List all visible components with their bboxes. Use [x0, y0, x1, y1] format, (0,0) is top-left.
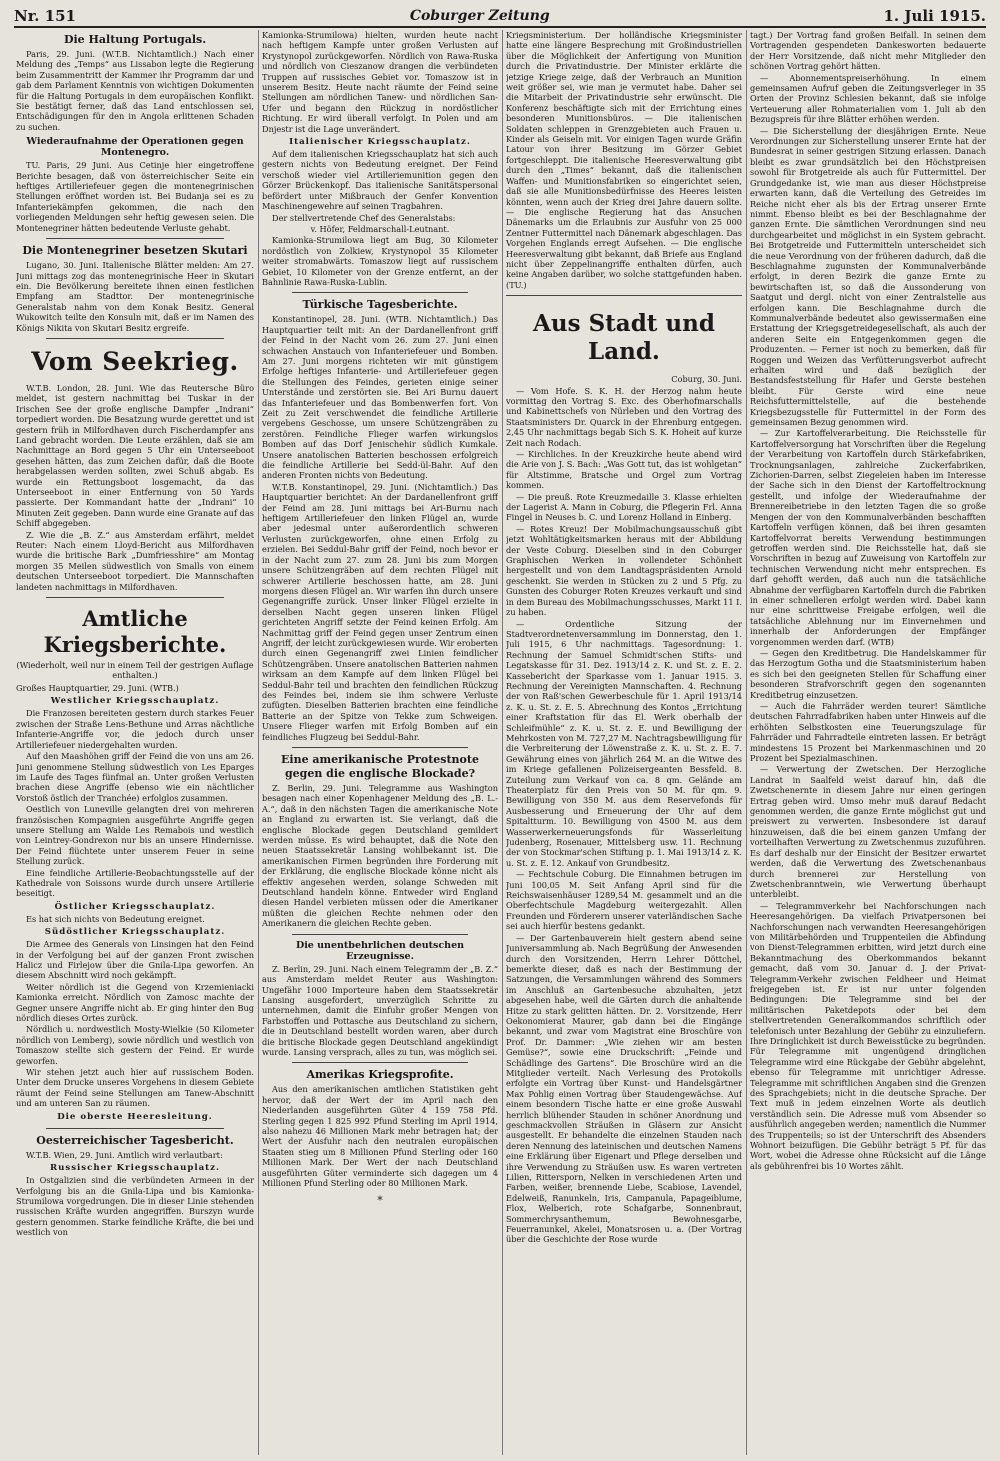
report-west-4: Eine feindliche Artillerie-Beobachtungsstelle auf der Kathedrale von Soissons wurde durch unsere Artillerie beseitigt.: [16, 867, 254, 899]
note-repeated: (Wiederholt, weil nur in einem Teil der gestrigen Auflage enthalten.): [16, 660, 254, 681]
item-abonnement: — Abonnementspreiserhöhung. In einem gemeinsamen Aufruf geben die Zeitungsverleger in 35 Orten der Provinz Schlesien bekannt, daß sie infolge Verteuerung aller Rohmaterialien vom 1. Juli ab den Bezugspreis für ihre Blätter erhöhen werden.: [750, 72, 986, 125]
headline-seekrieg: Vom Seekrieg.: [31, 346, 239, 376]
divider: [292, 1062, 468, 1063]
headline-stadt-und-land: Aus Stadt und Land.: [533, 310, 715, 366]
dateline-wien: W.T.B. Wien, 29. Juni. Amtlich wird verlautbart:: [26, 1149, 223, 1160]
item-kirchliches: — Kirchliches. In der Kreuzkirche heute abend wird die Arie von J. S. Bach: „Was Gott tut, das ist wohlgetan“ für Altstimme, Bratsche und Orgel zum Vortrag kommen.: [506, 449, 742, 491]
divider: [292, 747, 468, 748]
report-southeast-2: Weiter nördlich ist die Gegend von Krzemieniacki Kamionka erreicht. Nördlich von Zamosc machte der Gegner unsere Angriffe nicht ab. Er ging hinter den Bug nördlich dieses Ortes zurück.: [16, 981, 254, 1024]
dateline-hauptquartier: Großes Hauptquartier, 29. Juni. (WTB.): [16, 683, 179, 694]
report-konstantinopel-29: W.T.B. Konstantinopel, 29. Juni. (Nichtamtlich.) Das Hauptquartier berichtet: An der Dardanellenfront griff der Feind am 28. Juni mittags bei Ari-Burnu nach heftigem Artilleriefeuer den linken Flügel an, wurde aber jedesmal unter außerordentlich schweren Verlusten zurückgeworfen, ohne einen Erfolg zu erzielen. Bei Seddul-Bahr griff der Feind, noch bevor er in der Nacht zum 27. zum 28. Juni bis zum Morgen unsere Schützengräben auf dem rechten Flügel mit schwerer Artillerie beschossen hatte, am 28. Juni morgens diesen Flügel an. Wir warfen ihn durch unsere Gegenangriffe zurück. Unser linker Flügel erzielte in derselben Nacht gegen unseren linken Flügel gerichteten Angriff setzte der Feind keinen Erfolg. Am Nachmittag griff der Feind gegen unser Zentrum einen Angriff, der leicht zurückgewiesen wurde. Wir eroberten durch einen Gegenangriff zwei Linien feindlicher Schützengräben. Unsere anatolischen Batterien nahmen wirksam an dem Kampfe auf dem linken Flügel bei Seddul-Bahr teil und brachten den feindlichen Rückzug des Feindes bei, indem sie ihm schwere Verluste zufügten. Dieselben Batterien brachten eine feindliche Batterie an der Spitze von Tekke zum Schweigen. Unsere Flieger warfen mit Erfolg Bomben auf ein feindliches Flugzeug bei Seddul-Bahr.: [262, 481, 498, 742]
column-divider: [746, 30, 747, 1455]
article-montenegro-operations: TU. Paris, 29 Juni. Aus Cetinje hier eingetroffene Berichte besagen, daß von österreichischer Seite ein heftiges Artilleriefeuer gegen die montenegrinischen Stellungen eröffnet worden ist. Bei Budanja sei es zu Infanteriekämpfen gekommen, die nach den vorliegenden Meldungen sehr heftig gewesen seien. Die Montenegriner hätten bedeutende Verluste gehabt.: [16, 160, 254, 233]
article-seekrieg-dumfriesshire: Z. Wie die „B. Z.“ aus Amsterdam erfährt, meldet Reuter: Nach einem Lloyd-Bericht aus Milfordhaven wurde die britische Bark „Dumfriesshire“ am Montag morgen 35 Meilen südwestlich von Smalls von einem deutschen Unterseeboot torpediert. Die Mannschaften landeten nachmittags in Milfordhaven.: [16, 529, 254, 592]
signature-line-2: v. Höfer, Feldmarschall-Leutnant.: [310, 223, 450, 234]
report-southeast-3: Nördlich u. nordwestlich Mosty-Wielkie (50 Kilometer nördlich von Lemberg), sowie nördlich und westlich von Tomaszow stellte sich gestern der Feind. Er wurde geworfen.: [16, 1024, 254, 1066]
signature-ohl: Die oberste Heeresleitung.: [57, 1111, 213, 1122]
headline-german-products: Die unentbehrlichen deutschen Erzeugnisse.: [295, 939, 465, 962]
divider: [506, 295, 742, 296]
item-fechtschule: — Fechtschule Coburg. Die Einnahmen betrugen im Juni 100,05 M. Seit Anfang April sind für die Reichswaisenhäuser 1289,54 M. gesammelt und an die Oberfechtschule Magdeburg weitergezahlt. Allen Freunden und Förderern unserer vaterländischen Sache sei auch hierfür bestens gedankt.: [506, 869, 742, 932]
divider: [292, 292, 468, 293]
item-gartenbauverein: — Der Gartenbauverein hielt gestern abend seine Juniversammlung ab. Nach Begrüßung der Anwesenden durch den Vorsitzenden, Herrn Lehrer Döttchel, bemerkte dieser, daß es nach der Bestimmung der Satzungen, die Versammlungen während des Sommers im Anschluß an Gartenbesuche abzuhalten, jetzt abgesehen habe, weil die Gärten durch die anhaltende Hitze zu stark gelitten hätten. Dr. 2. Vorsitzende, Herr Oekonomierat Maurer, gab dann bei die Eingänge bekannt, und zwar vom Magistrat eine Broschüre von Prof. Dr. Dammer: „Wie ziehen wir am besten Gemüse?“, sowie eine Druckschrift: „Feinde und Schädlinge des Gartens“. Die Broschüre wird an die Mitglieder verteilt. Nach Verlesung des Protokolls erfolgte ein Vortrag über Kunst- und Handelsgärtner Max Pohlig einen Vortrag über Staudengewächse. Auf einem besondern Tische hatte er eine große Auswahl herrlich blühender Stauden in schöner Anordnung und geschmackvollen Sträußen in Gläsern zur Ansicht ausgestellt. Er behandelte die einzelnen Stauden nach deren Nennung des lateinischen und deutschen Namens eine Erklärung über Eigenart und Pflege derselben und ihre Verwendung zu Sträußen usw. Es waren vertreten Lilien, Rittersporn, Nelken in verschiedenen Arten und Farben, weißer, brennende Liebe, Scabiose, Lavendel, Edelweiß, Ranunkeln, Iris, Campanula, Papageiblume, Flox, Welberich, rote Schafgarbe, Sonnenbraut, Sommerchrysanthemum, Bewohnesgarbe, Feuerranunkel, Akelei, Monatsrosen u. a. (Der Vortrag über die Geschichte der Rose wurde: [506, 932, 742, 1245]
headline-amtliche-kriegsberichte: Amtliche Kriegsberichte.: [43, 606, 227, 658]
subhead-italian-front: Italienischer Kriegsschauplatz.: [289, 137, 471, 148]
column-divider: [502, 30, 503, 1455]
headline-austrian-report: Oesterreichischer Tagesbericht.: [36, 1133, 234, 1147]
column-3: [506, 30, 742, 1455]
item-kreuzmedaille: — Die preuß. Rote Kreuzmedaille 3. Klasse erhielten der Lagerist A. Mann in Coburg, die Pflegerin Frl. Anna Fingel in Neuses b. C. und Lorenz Holland in Einberg.: [506, 491, 742, 523]
report-konstantinopel-28: Konstantinopel, 28. Juni. (WTB. Nichtamtlich.) Das Hauptquartier teilt mit: An der Dardanellenfront griff der Feind in der Nacht vom 26. zum 27. Juni einen schwachen Anstauch von Infanteriefeuer und Bomben. Am 27. Juni morgens richteten wir mit günstigem Erfolge heftiges Infanterie- und Artilleriefeuer gegen die Stellungen des Feindes, gerieten einige seiner Unterstände und zerstörten sie. Bei Ari Burnu dauert das Infanteriefeuer und das Bombenwerfen fort. Von Zeit zu Zeit verschwendet die feindliche Artillerie vergebens Geschosse, um unsere Schützengräben zu zerstören. Feindliche Flieger warfen wirkungslos Bomben auf das Dorf Jenischehir südlich Kumkale. Unsere anatolischen Batterien beschossen erfolgreich die feindliche Artillerie bei Sedd-ül-Bahr. Auf den anderen Fronten nichts von Bedeutung.: [262, 314, 498, 481]
item-gartenbau-continued: tagt.) Der Vortrag fand großen Beifall. In seinen dem Vortragenden gespendeten Dankesworten bedauerte der Herr Vorsitzende, daß nicht mehr Mitglieder den schönen Vortrag gehört hätten.: [750, 30, 986, 72]
article-skutari: Lugano, 30. Juni. Italienische Blätter melden: Am 27. Juni mittags zog das montenegrinische Heer in Skutari ein. Die Bevölkerung bereitete ihnen einen festlichen Empfang am Stadttor. Der montenegrinische Generalstab nahm von dem Konak Besitz. General Wukowitch teilte den Konsuln mit, daß er im Namen des Königs Nikita von Skutari Besitz ergreife.: [16, 260, 254, 333]
divider: [292, 934, 468, 935]
divider: [46, 1128, 224, 1129]
subhead-western-front: Westlicher Kriegsschauplatz.: [50, 696, 220, 707]
report-southeast-4: Wir stehen jetzt auch hier auf russischem Boden. Unter dem Drucke unseres Vorgehens in diesem Gebiete räumt der Feind seine Stellungen am Tanew-Abschnitt und am unteren San zu räumen.: [16, 1067, 254, 1109]
note-kamionka: Kamionka-Strumilowa liegt am Bug, 30 Kilometer nordöstlich von Zolkiew, Krystynopol 35 Kilometer weiter stromabwärts. Tomaszow liegt auf russischem Gebiet, 10 Kilometer von der Grenze entfernt, an der Bahnlinie Rawa-Ruska-Lublin.: [262, 235, 498, 287]
item-telegramm: — Telegrammverkehr bei Nachforschungen nach Heeresangehörigen. Da vielfach Privatpersonen bei Nachforschungen nach verwandten Heeresangehörigen von Militärbehörden und Truppenteilen die Abfindung von Dienst-Telegrammen erbitten, wird jetzt durch eine Bekanntmachung des Oberkommandos bekannt gemacht, daß vom 30. Januar d. J. der Privat-Telegramm-Verkehr zwischen Feldheer und Heimat freigegeben ist. Er ist nur unter folgenden Bedingungen: Die Telegramme sind bei der militärischen Paketdepots oder bei dem stellvertretenden Generalkommandos schriftlich oder telefonisch unter Bezahlung der Gebühr zu einzuliefern. Ihre Dringlichkeit ist durch Beweisstücke zu begründen. Für Telegramme mit ungenügend dringlichen Telegramme wird eine Rückgabe der Gebühr abgelehnt, ebenso für Telegramme mit unrichtiger Adresse. Telegramme mit schriftlichen Angaben sind die Grenzen des Sprachgebiets; nicht in die deutsche Sprache. Der Text muß in jedem einzelnen Worte als deutlich verständlich sein. Die Adresse muß vom Absender so ausführlich angegeben werden; namentlich die Nummer des Truppenteils; so ist der Unterschrift des Absenders Wohnort beizufügen. Die Gebühr beträgt 5 Pf. für das Wort, wobei die Adresse ohne Rücksicht auf die Länge als gebührenfrei bis 10 Wortes zählt.: [750, 900, 986, 1171]
article-munitions-continued: Kriegsministerium. Der holländische Kriegsminister hatte eine längere Besprechung mit Großindustriellen über die Möglichkeit der Anfertigung von Munition durch die Privatindustrie. Der Minister erklärte die jetzige Kriege zeige, daß der Verbrauch an Munition weit größer sei, wie man je vermutet habe. Daher sei die Mitarbeit der Privatindustrie sehr erwünscht. Die Konferenz beschäftigte sich mit der Errichtung eines besonderen Munitionsbüros. — Die italienischen Soldaten schleppen in Grenzgebieten auch Frauen u. Kinder als Geiseln mit. Vor einigen Tagen wurde Gräfin Latour von ihrer Besitzung im Görzer Gebiet fortgeschleppt. Die italienische Heeresverwaltung gibt durch den „Times“ bekannt, daß die italienischen Waffen- und Munitionsfabriken so eingerichtet seien, daß sie alle Munitionsbedürfnisse des Heeres leisten könnten, wenn auch der Krieg drei Jahre dauern sollte. — Die englische Regierung hat das Ansuchen Dänemarks um die Erlaubnis zur Ausfuhr von 25 000 Zentner Futtermittel nach Dänemark abgeschlagen. Das Vorgehen Englands erregt Aufsehen. — Die englische Heeresverwaltung gibt bekannt, daß Briefe aus England nicht über Zeppelinangriffe enthalten dürfen, auch keine Angaben darüber, wo solche stattgefunden haben. (TU.): [506, 30, 742, 290]
report-russian-continued: Kamionka-Strumilowa) hielten, wurden heute nacht nach heftigem Kampfe unter großen Verlusten auf Krystynopol zurückgeworfen. Nördlich von Rawa-Ruska und nördlich von Cieszanow drangen die verbündeten Truppen auf russisches Gebiet vor. Tomaszow ist in unserem Besitz. Heute nacht räumte der Feind seine Stellungen am nördlichen Tanew- und nördlichen San-Ufer und begann den Rückzug in nordöstlicher Richtung. Er wird überall verfolgt. In Polen und am Dnjestr ist die Lage unverändert.: [262, 30, 498, 134]
report-west-2: Auf den Maashöhen griff der Feind die von uns am 26. Juni genommene Stellung südwestlich von Les Eparges im Laufe des Tages fünfmal an. Unter großen Verlusten brachen diese Angriffe (ebenso wie ein nächtlicher Vorstoß östlich der Tranchée) erfolglos zusammen.: [16, 751, 254, 803]
column-2: [262, 30, 498, 1455]
divider: [46, 338, 224, 339]
end-star: *: [377, 1194, 383, 1208]
report-italian: Auf dem italienischen Kriegsschauplatz hat sich auch gestern nichts von Bedeutung ereignet. Der Feind verschoß wieder viel Artilleriemunition gegen den Görzer Brückenkopf. Das italienische Sanitätspersonal befördert unter Mißbrauch der Genfer Konvention Maschinengewehre auf seinen Tragbahren.: [262, 149, 498, 212]
dateline-coburg: Coburg, 30. Juni.: [671, 374, 742, 385]
column-1: [16, 30, 254, 1455]
subhead-eastern-front: Östlicher Kriegsschauplatz.: [54, 901, 216, 912]
item-stadtverordneten: — Ordentliche Sitzung der Stadtverordnetenversammlung im Donnerstag, den 1. Juli 1915, 6 Uhr nachmittags. Tagesordnung: 1. Rechnung der Samuel Schmidt'schen Stifts- und Legatskasse für 31. Dez. 1913/14 z. K. und St. z. E. 2. Kassebericht der Sparkasse vom 1. Januar 1915. 3. Rechnung der Vereinigten Mannschaften. 4. Rechnung der von Raß'schen Gewerbeschule für 1. April 1913/14 z. K. u. St. z. E. 5. Abrechnung des Kontos „Errichtung einer Kraftstation für das El. Werk oberhalb der Schleifmühle“ z. K. u. St. z. E. und Bewilligung der Mehrkosten von M. 727,27 M. Nachtragsbewilligung für die Verbreiterung der Löwenstraße z. K. u. St. z. E. 7. Gewährung eines von jährlich 264 M. an die Witwe des im Kriege gefallenen Polizeisergeanten Bessfeld. 8. Zuteilung zum Verkauf von ca. 8 qm. Gelände am Theaterplatz für den Preis von 50 M. für qm. 9. Bewilligung von 350 M. aus dem Reservefonds für Ausbesserung und Erneuerung der Uhr auf dem Spitaltturm. 10. Bewilligung von 4500 M. aus dem Wasserwerkerneuerungsfonds für Wasserleitung Judenberg, Rosenauer, Mittelsberg usw. 11. Rechnung der von Stockmar'schen Stiftung p. 1. Mai 1913/14 z. K. u. St. z. E. 12. Ankauf von Grundbesitz.: [506, 618, 742, 868]
headline-skutari: Die Montenegriner besetzen Skutari: [22, 244, 248, 258]
item-vom-hofe: — Vom Hofe. S. K. H. der Herzog nahm heute vormittag den Vortrag S. Exc. des Oberhofmarschalls und Kabinettschefs von Nürleben und den Vortrag des Staatsministers Dr. Quarck in der Ehrenburg entgegen. 2,45 Uhr nachmittags begab Sich S. K. Hoheit auf kurze Zeit nach Rodach.: [506, 385, 742, 448]
report-southeast-1: Die Armee des Generals von Linsingen hat den Feind in der Verfolgung bei auf der ganzen Front zwischen Halicz und Firlejow über die Gnila-Lipa geworfen. An diesem Abschnitt wird noch gekämpft.: [16, 939, 254, 981]
report-west-1: Die Franzosen bereiteten gestern durch starkes Feuer zwischen der Straße Lens-Bethune und Arras nächtliche Infanterie-Angriffe vor, die jedoch durch unser Artilleriefeuer niedergehalten wurden.: [16, 708, 254, 750]
item-fahrraeder: — Auch die Fahrräder werden teurer! Sämtliche deutschen Fahrradfabriken haben unter Hinweis auf die erhöhten Selbstkosten eine Teuerungszulage für Fahrräder und Fahrradteile eintreten lassen. Er beträgt mindestens 15 Prozent bei Markenmaschinen und 20 Prozent bei Spezialmaschinen.: [750, 701, 986, 764]
item-zwetschen: — Verwertung der Zwetschen. Der Herzogliche Landrat in Saalfeld weist darauf hin, daß die Zwetschenernte in diesem Jahre nur einen geringen Ertrag geben wird. Umso mehr muß darauf Bedacht genommen werden, die ganze Ernte möglichst gut und preiswert zu verwerten. Insbesondere ist darauf hinzuweisen, daß die bei einem ganzen Umfang der vorteilhaften Verwertung zu Zwetschenmus zuzuführen. Es darf deshalb nur der Einsicht der Besitzer erwartet werden, daß die Verwertung des Zwetschenanbaus durch brennerei zur Herstellung von Zwetschenbranntwein, wie Verwertung überhaupt unterbleibt.: [750, 764, 986, 900]
column-divider: [258, 30, 259, 1455]
divider: [46, 597, 224, 598]
headline-american-protest: Eine amerikanische Protestnote gegen die englische Blockade?: [281, 753, 479, 780]
item-kartoffel: — Zur Kartoffelverarbeitung. Die Reichsstelle für Kartoffelversorgung hat Vorschriften über die Regelung der Verarbeitung von Kartoffeln durch Stärkefabriken, Trocknungsanlagen, zahlreiche Zuckerfabriken, Zichorien-Darren, selbst Ziegeleien haben im Interesse der Sache sich in den Dienst der Kartoffeltrocknung gestellt, und infolge der Wiederaufnahme der Brennereibetriebe in den letzten Tagen die so große Mengen der von den Kommunalverbänden beschafften Kartoffeln verfügen können, daß bei ihren gesamten Kartoffelvorrat bereits Verwendung bestimmungen getroffen werden sind. Die Reichsstelle hat, daß sie Vorschriften in bezug auf Zuweisung von Kartoffeln zur technischen Verwendung nicht mehr entsprechen. Es darf gehofft werden, daß auch nun die tatsächliche Abnahme der verfügbaren Kartoffeln durch die Fabriken in einer schnelleren erfolgt werden wird. Dabei kann nur eine schrittweise Freigabe erfolgen, weil die tatsächliche Ablehnung nur im Einvernehmen und innerhalb der Anforderungen der Empfänger vorgenommen werden darf. (WTB): [750, 428, 986, 647]
report-russian: In Ostgalizien sind die verbündeten Armeen in der Verfolgung bis an die Gnila-Lipa und bis Kamionka-Strumilowa vorgedrungen. Die in dieser Linie stehenden russischen Kräfte wurden angegriffen. Burszyn wurde gestern genommen. Starke feindliche Kräfte, die bei und westlich von: [16, 1175, 254, 1238]
subhead-russian-front: Russischer Kriegsschauplatz.: [49, 1163, 221, 1174]
newspaper-title: Coburger Zeitung: [409, 8, 550, 24]
headline-turkish-reports: Türkische Tagesberichte.: [302, 298, 458, 312]
article-war-profits: Aus den amerikanischen amtlichen Statistiken geht hervor, daß der Wert der im April nach den Niederlanden ausgeführten Güter 4 159 758 Pfd. Sterling gegen 1 825 992 Pfund Sterling im April 1914, also nahezu 46 Millionen Mark mehr betragen hat; der Wert der Ausfuhr nach den neutralen europäischen Staaten stieg um 8 Millionen Pfund Sterling oder 160 Millionen Mark. Der Wert der nach Deutschland ausgeführten Güter verminderte sich dagegen um 4 Millionen Pfund Sterling oder 80 Millionen Mark.: [262, 1084, 498, 1188]
item-kreditbetrug: — Gegen den Kreditbetrug. Die Handelskammer für das Herzogtum Gotha und die Staatsministerium haben es sich bei den geeigneten Stellen für Schaffung einer besonderen Strafvorschrift gegen den sogenannten Kreditbetrug einzusetzen.: [750, 647, 986, 700]
item-rotes-kreuz: — Rotes Kreuz! Der Mobilmachungsausschuß gibt jetzt Wohltätigkeitsmarken heraus mit der Abbildung der Veste Coburg. Dieselben sind in den Coburger Graphischen Werken in vollendeter Schönheit hergestellt und von dem Landtagspräsidenten Arnold geschenkt. Sie werden in Stücken zu 2 und 5 Pfg. zu Gunsten des Coburger Roten Kreuzes verkauft und sind in dem Bureau des Mobilmachungsschusses, Markt 11 I. zu haben.: [506, 523, 742, 618]
masthead: [14, 2, 986, 28]
column-4: [750, 30, 986, 1455]
signature-line-1: Der stellvertretende Chef des Generalstabs:: [272, 212, 456, 223]
headline-portugal: Die Haltung Portugals.: [63, 33, 207, 46]
report-east: Es hat sich nichts von Bedeutung ereignet.: [26, 913, 205, 924]
article-seekrieg-indrani: W.T.B. London, 28. Juni. Wie das Reutersche Büro meldet, ist gestern nachmittag bei Tuskar in der Irischen See der große englische Dampfer „Indrani“ torpediert worden. Die Besatzung wurde gerettet und ist gestern früh in Milfordhaven durch Fischerdampfer ans Land gebracht worden. Die Leute erzählen, daß sie am Nachmittage an Bord gegen 5 Uhr ein Unterseeboot gesehen hätten, das zum Zeichen dafür, daß die Boote herabgelassen werden sollten, zwei Schuß abgab. Es wurde ein Rettungsboot losgemacht, da das Unterseeboot in einer Entfernung von 50 Yards passierte. Der Kommandant hatte der „Indrani“ 10 Minuten Zeit gegeben. Dann wurde eine Granate auf das Schiff abgegeben.: [16, 382, 254, 529]
issue-date: 1. Juli 1915.: [883, 7, 986, 25]
article-american-protest: Z. Berlin, 29. Juni. Telegramme aus Washington besagen nach einer Kopenhagener Meldung des „B. L.-A.“, daß in den nächsten Tagen die amerikanische Note an England zu erwarten ist. Sie verlangt, daß die englische Blockade gegen Deutschland gemildert werden müsse. Es wird behauptet, daß die Note den neuen Staatssekretär Lansing wohlbekannt ist. Die amerikanischen Firmen begründen ihre Forderung mit der Erklärung, die englische Blockade könne nicht als effektiv angesehen werden, solange Schweden mit Deutschland handeln könne. Entweder wird England diesen Handel verbieten müssen oder die Amerikaner müßten die gleichen Rechte nehmen oder den Amerikanern die gleichen Rechte geben.: [262, 783, 498, 929]
issue-number: Nr. 151: [14, 7, 76, 25]
article-german-products: Z. Berlin, 29. Juni. Nach einem Telegramm der „B. Z.“ aus Amsterdam meldet Reuter aus Washington: Ungefähr 1000 Importeure haben dem Staatssekretär Lansing ausgefordert, unverzüglich Schritte zu unternehmen, damit die Einfuhr großer Mengen von Farbstoffen und Pottasche aus Deutschland zu sichern, die in Deutschland bestellt worden waren, aber durch die britische Blockade gegen Deutschland angekündigt wurde. Lansing versprach, alles zu tun, was möglich sei.: [262, 963, 498, 1057]
article-portugal: Paris, 29. Juni. (W.T.B. Nichtamtlich.) Nach einer Meldung des „Temps“ aus Lissabon legte die Regierung beim Zusammentritt der Kammer ihr Programm dar und gab dem Parlament Kenntnis von wichtigen Dokumenten für die Haltung Portugals in dem europäischen Konflikt. Sie bestätigt ferner, daß das Land entschlossen sei, Entschädigungen für den in Angola erlittenen Schaden zu suchen.: [16, 49, 254, 132]
headline-montenegro-operations: Wiederaufnahme der Operationen gegen Montenegro.: [26, 136, 244, 159]
report-west-3: Oestlich von Luneville gelangten drei von mehreren französischen Kompagnien ausgeführte Angriffe gegen unsere Stellung am Walde Les Remabois und westlich von Leintrey-Gondrexon nur bis an unsere Hindernisse. Der Feind flüchtete unter unserem Feuer in seine Stellung zurück.: [16, 804, 254, 867]
subhead-southeastern-front: Südöstlicher Kriegsschauplatz.: [44, 927, 226, 938]
item-ernte: — Die Sicherstellung der diesjährigen Ernte. Neue Verordnungen zur Sicherstellung unserer Ernte hat der Bundesrat in seiner gestrigen Sitzung erlassen. Danach bleibt es zwar grundsätzlich bei den Höchstpreisen sowohl für Brotgetreide als auch für Futtermittel. Der Grundgedanke ist, wie man aus dieser Höchstpreise erwarten kann, daß die Verteilung des Getreides im Reiche nicht eher als bis der Ertrag unserer Ernte nimmt. Ebenso bleibt es bei der Beschlagnahme der ganzen Ernte. Die sämtlichen Verordnungen sind neu durchgearbeitet und möglichst in ein System gebracht. Bei Brotgetreide und Futtermitteln unterscheidet sich die neue Verordnung von der früheren dadurch, daß die Beschlagnahme zugunsten der Kommunalverbände erfolgt, in deren Bezirk die ganze Ernte zu bewirtschaften ist, so daß die Aussonderung von Saatgut und dergl. nicht von einer Zentralstelle aus erfolgen kann. Die Beschlagnahme durch die Kommunalverbände bedeutet also gewissermaßen eine Erstattung der Kriegsgetreidegesellschaft, als auch der anderen Seite ein Entgegenkommen gegen die Produzenten. — Ferner ist noch zu bemerken, daß für Roggen und Weizen das Verfütterungsverbot aufrecht erhalten wird und daß bezüglich der Bestandsfeststellung für Hafer und Gerste bestehen bleibt. Für Gerste wird eine neue Reichsfuttermittelstelle, auf die bestehende Kriegsbezugsstelle für Futtermittel in der Form des gemeinsamen Bezug genommen wird.: [750, 125, 986, 428]
headline-war-profits: Amerikas Kriegsprofite.: [306, 1068, 454, 1082]
divider: [46, 238, 224, 239]
